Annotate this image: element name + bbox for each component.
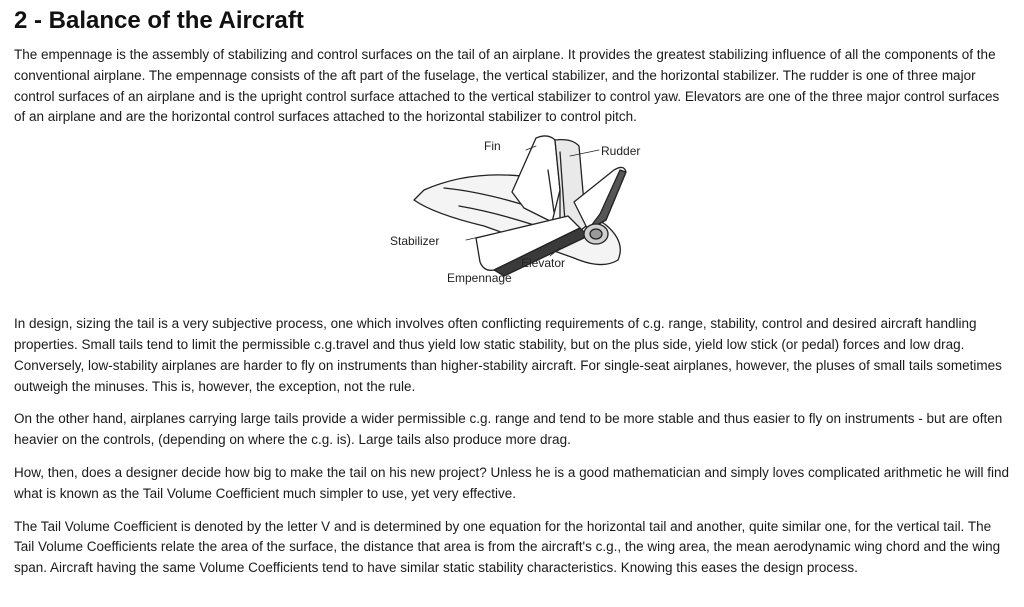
label-fin: Fin [484,139,501,154]
label-empennage: Empennage [447,271,512,286]
empennage-illustration [14,130,1014,310]
label-rudder: Rudder [601,144,641,159]
article [14,0,1014,579]
paragraph-tail-volume-coefficient: The Tail Volume Coefficient is denoted by the letter V and is determined by one equation for the horizontal tail and another, quite similar one, for the vertical tail. The Tail Volume Coefficients relate the area of the surface, the distance that area is from the aircraft's c.g., the wing area, the mean aerodynamic wing chord and the wing span. Aircraft having the same Volume Coefficients tend to have similar static stability characteristics. Knowing this eases the design process. [14,518,1001,576]
paragraph-designer-question: How, then, does a designer decide how big to make the tail on his new project? Unless he is a good mathematician and simply loves complicated arithmetic he will find what is known as the Tail Volume Coefficient much simpler to use, yet very effective. [14,464,1010,501]
label-stabilizer: Stabilizer [390,234,440,249]
paragraph-empennage-intro: The empennage is the assembly of stabilizing and control surfaces on the tail of an airplane. It provides the greatest stabilizing influence of all the components of the conventional airplane. The empennage consists of the aft part of the fuselage, the vertical stabilizer, and the horizontal stabilizer. The rudder is one of three major control surfaces of an airplane and is the upright control surface attached to the vertical stabilizer to control yaw. Elevators are one of the three major control surfaces of an airplane and are the horizontal control surfaces attached to the horizontal stabilizer to control pitch. [14,47,1000,125]
paragraph-large-tails: On the other hand, airplanes carrying large tails provide a wider permissible c.g. range and tend to be more stable and thus easier to fly on instruments - but are often heavier on the controls, (depending on where the c.g. is). Large tails also produce more drag. [14,411,1003,448]
paragraph-tail-sizing: In design, sizing the tail is a very subjective process, one which involves often conflicting requirements of c.g. range, stability, control and desired aircraft handling properties. Small tails tend to limit the permissible c.g.travel and thus yield low static stability, but on the plus side, yield low stick (or pedal) forces and low drag. Conversely, low-stability airplanes are harder to fly on instruments than higher-stability aircraft. For single-seat airplanes, however, the pluses of small tails sometimes outweigh the minuses. This is, however, the exception, not the rule. [14,316,1002,394]
empennage-figure [14,130,1014,310]
label-elevator: Elevator [521,256,566,271]
page-title: 2 - Balance of the Aircraft [14,7,304,34]
